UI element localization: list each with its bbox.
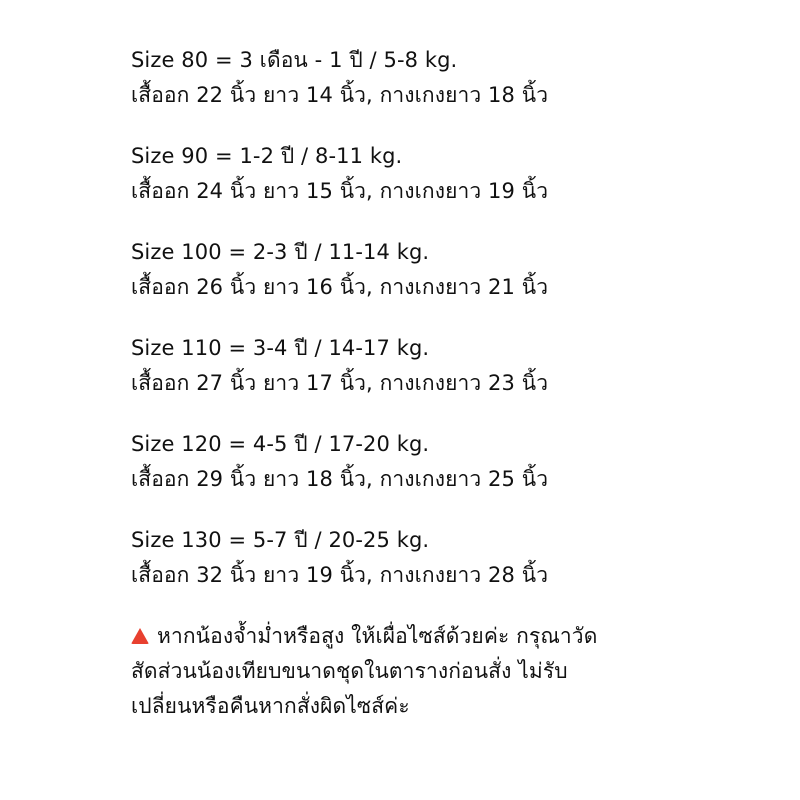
note-line-2: สัดส่วนน้องเทียบขนาดชุดในตารางก่อนสั่ง ไม่รับ: [131, 659, 568, 683]
size-line: Size 120 = 4-5 ปี / 17-20 kg.: [131, 432, 430, 456]
note-line-3: เปลี่ยนหรือคืนหากสั่งผิดไซส์ค่ะ: [131, 694, 410, 718]
sizing-note: [131, 619, 691, 724]
size-chart: [131, 43, 771, 724]
measure-line: เสื้ออก 26 นิ้ว ยาว 16 นิ้ว, กางเกงยาว 21 นิ้ว: [131, 275, 549, 299]
note-text-1: หากน้องจ้ำม่ำหรือสูง ให้เผื่อไซส์ด้วยค่ะ กรุณาวัด: [157, 624, 598, 648]
note-line-1: [131, 619, 691, 654]
size-entry-80: [131, 43, 771, 113]
size-entry-110: [131, 331, 771, 401]
measure-line: เสื้ออก 22 นิ้ว ยาว 14 นิ้ว, กางเกงยาว 18 นิ้ว: [131, 83, 549, 107]
size-entry-90: [131, 139, 771, 209]
measure-line: เสื้ออก 27 นิ้ว ยาว 17 นิ้ว, กางเกงยาว 23 นิ้ว: [131, 371, 549, 395]
size-entry-120: [131, 427, 771, 497]
size-entry-130: [131, 523, 771, 593]
size-line: Size 90 = 1-2 ปี / 8-11 kg.: [131, 144, 403, 168]
measure-line: เสื้ออก 24 นิ้ว ยาว 15 นิ้ว, กางเกงยาว 19 นิ้ว: [131, 179, 549, 203]
size-line: Size 130 = 5-7 ปี / 20-25 kg.: [131, 528, 430, 552]
size-line: Size 80 = 3 เดือน - 1 ปี / 5-8 kg.: [131, 48, 458, 72]
measure-line: เสื้ออก 29 นิ้ว ยาว 18 นิ้ว, กางเกงยาว 25 นิ้ว: [131, 467, 549, 491]
measure-line: เสื้ออก 32 นิ้ว ยาว 19 นิ้ว, กางเกงยาว 28 นิ้ว: [131, 563, 549, 587]
size-line: Size 100 = 2-3 ปี / 11-14 kg.: [131, 240, 430, 264]
size-line: Size 110 = 3-4 ปี / 14-17 kg.: [131, 336, 430, 360]
red-triangle-icon: [131, 628, 149, 644]
size-entry-100: [131, 235, 771, 305]
